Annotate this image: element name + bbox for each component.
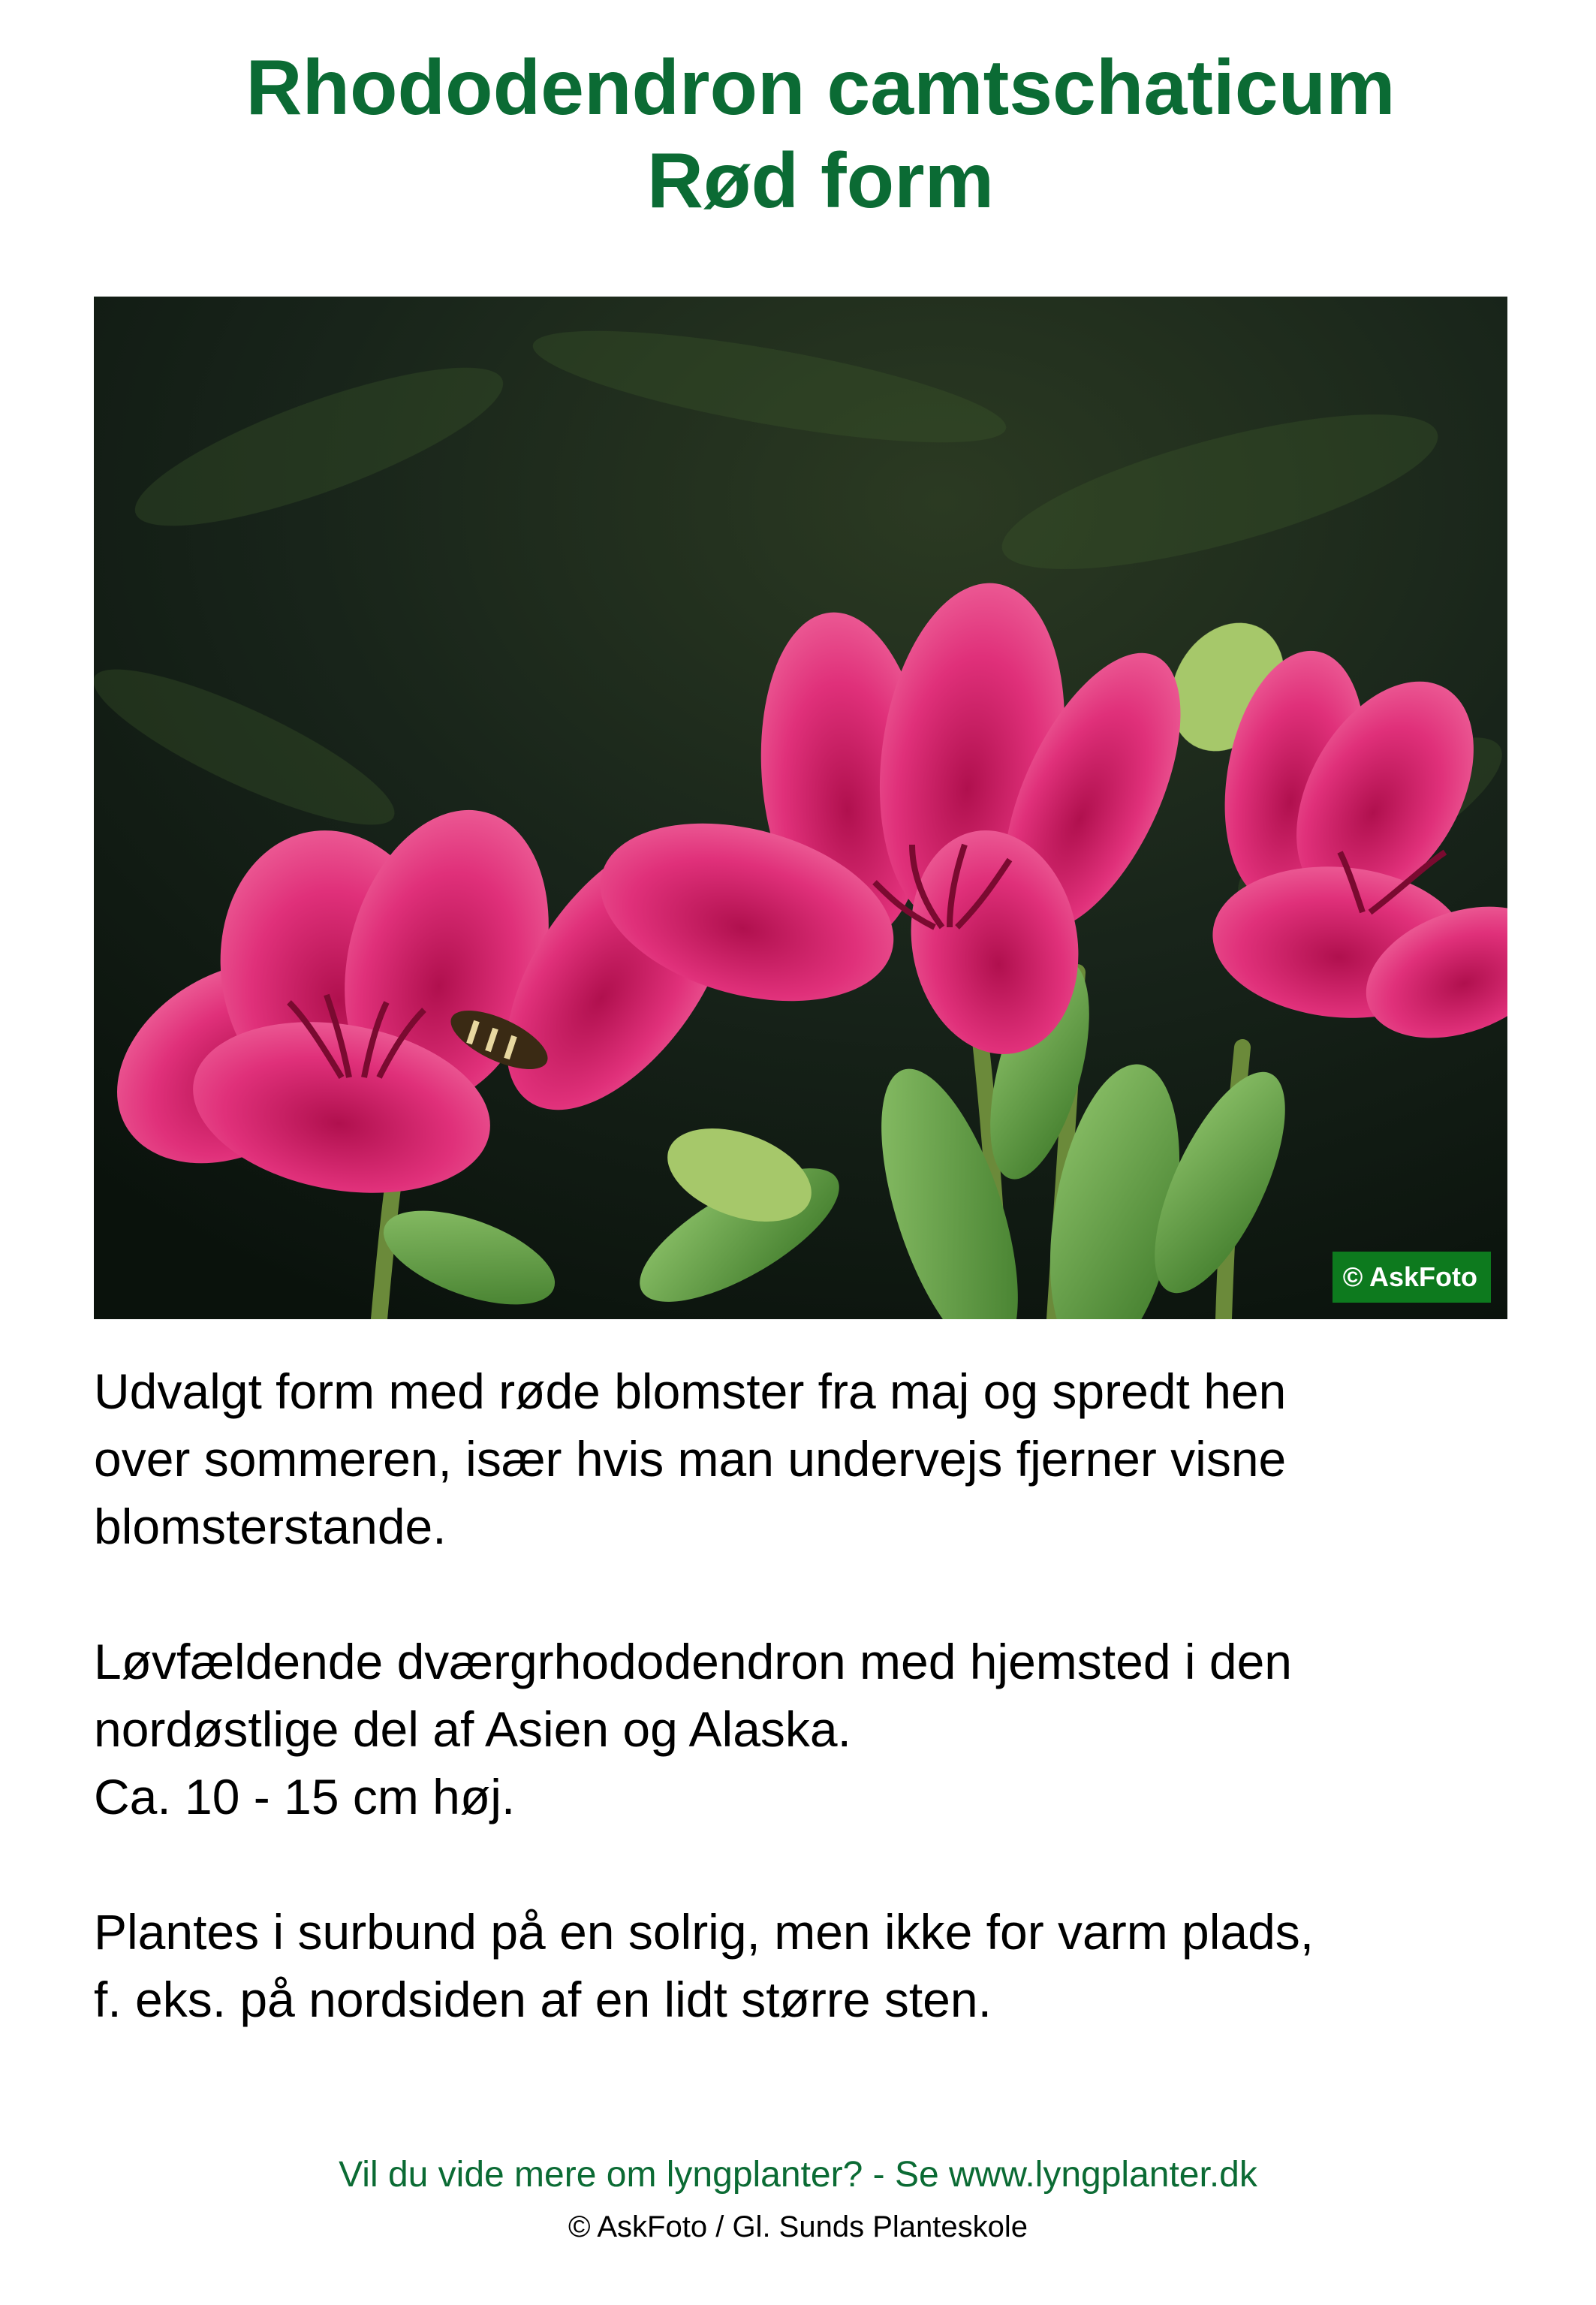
description-paragraph-1 — [94, 1357, 1520, 1560]
photo-credit-badge: © AskFoto — [1333, 1252, 1491, 1303]
text-line: f. eks. på nordsiden af en lidt større sten. — [94, 1972, 992, 2027]
page-subtitle: Rød form — [646, 137, 995, 224]
text-line: Ca. 10 - 15 cm høj. — [94, 1769, 516, 1824]
flower-illustration — [94, 297, 1507, 1319]
text-line: Plantes i surbund på en solrig, men ikke for varm plads, — [94, 1904, 1314, 1960]
footer-copyright: © AskFoto / Gl. Sunds Planteskole — [568, 2210, 1028, 2243]
description-paragraph-3 — [94, 1898, 1520, 2033]
page-title: Rhododendron camtschaticum — [245, 44, 1396, 131]
footer-website-link[interactable]: Vil du vide mere om lyngplanter? - Se www.lyngplanter.dk — [339, 2155, 1257, 2195]
text-line: Udvalgt form med røde blomster fra maj og spredt hen — [94, 1363, 1287, 1419]
text-line: blomsterstande. — [94, 1499, 447, 1554]
description-paragraph-2 — [94, 1628, 1520, 1830]
flower-photo — [94, 297, 1507, 1319]
text-line: Løvfældende dværgrhododendron med hjemsted i den — [94, 1634, 1292, 1689]
text-line: nordøstlige del af Asien og Alaska. — [94, 1701, 851, 1757]
text-line: over sommeren, især hvis man undervejs fjerner visne — [94, 1431, 1287, 1487]
